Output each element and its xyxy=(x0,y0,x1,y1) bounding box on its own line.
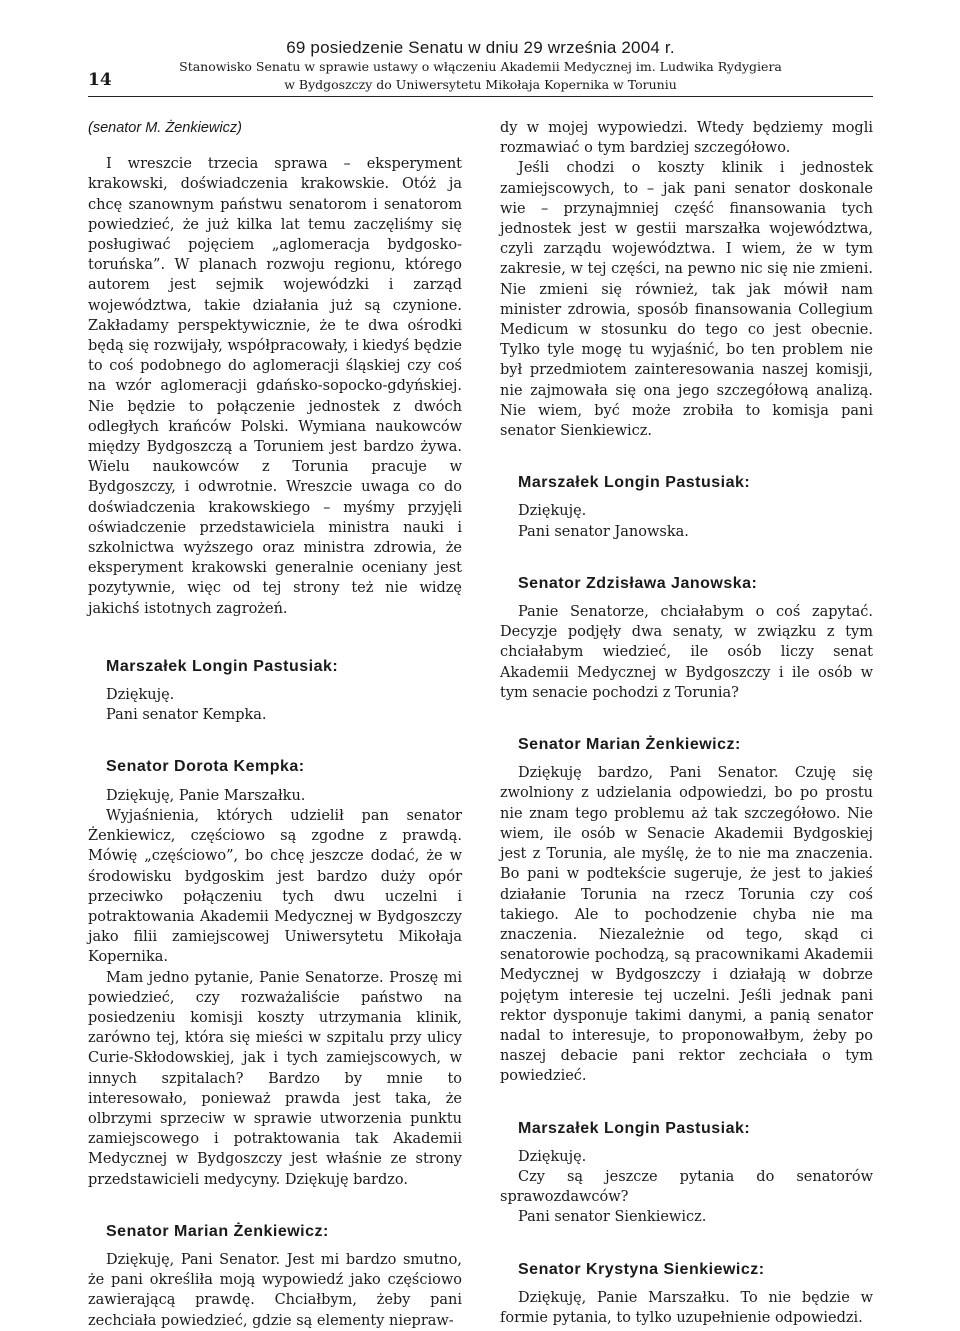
paragraph: Pani senator Sienkiewicz. xyxy=(518,1209,707,1226)
header-subtitle-line1: Stanowisko Senatu w sprawie ustawy o włączeniu Akademii Medycznej im. Ludwika Rydygiera xyxy=(179,59,782,74)
paragraph: Dziękuję, Panie Marszałku. To nie będzie w formie pytania, to tylko uzupełnienie odpowiedzi. xyxy=(500,1289,873,1326)
speaker-heading: Senator Dorota Kempka: xyxy=(106,758,305,776)
paragraph: Panie Senatorze, chciałabym o coś zapytać. Decyzje podjęły dwa senaty, w związku z tym chciałabym wiedzieć, ile osób liczy senat Akademii Medycznej w Bydgoszczy i ile osób w tym senacie pochodzi z Torunia? xyxy=(500,604,873,701)
speaker-heading: Marszałek Longin Pastusiak: xyxy=(106,657,339,675)
page-number: 14 xyxy=(88,70,112,90)
header-subtitle-line2: w Bydgoszczy do Uniwersytetu Mikołaja Kopernika w Toruniu xyxy=(284,77,677,92)
paragraph: Dziękuję. xyxy=(518,1148,587,1165)
paragraph: Dziękuję, Panie Marszałku. xyxy=(106,787,306,804)
speaker-heading: Senator Krystyna Sienkiewicz: xyxy=(518,1260,765,1278)
paragraph: Wyjaśnienia, których udzielił pan senator Żenkiewicz, częściowo są zgodne z prawdą. Mówię „częściowo”, bo chcę jeszcze dodać, że w środowisku bydgoskim jest bardzo duży opór przeciwko połączeniu tych dwu uczelni i potraktowania Akademii Medycznej w Bydgoszczy jako filii zamiejscowej Uniwersytetu Mikołaja Kopernika. xyxy=(88,807,462,966)
paragraph: Mam jedno pytanie, Panie Senatorze. Proszę mi powiedzieć, czy rozważaliście państwo na posiedzeniu komisji koszty utrzymania klinik, zarówno tej, która się mieści w szpitalu przy ulicy Curie-Skłodowskiej, jak i tych zamiejscowych, w innych szpitalach? Bardzo by mnie to interesowało, ponieważ prawda jest taka, że olbrzymi sprzeciw w sprawie utworzenia punktu zamiejscowego i potraktowania tak Akademii Medycznej w Bydgoszczy jest właśnie ze strony przedstawicieli medycyny. Dziękuję bardzo. xyxy=(88,969,462,1188)
paragraph: Dziękuję bardzo, Pani Senator. Czuję się zwolniony z udzielania odpowiedzi, bo po prostu nie znam tego problemu aż tak szczegółowo. Nie wiem, ile osób w Senacie Akademii Bydgoskiej jest z Torunia, ale myślę, że to nie ma znaczenia. Bo pani w podtekście sugeruje, że jest to jakieś działanie Torunia na rzecz Torunia czy coś takiego. Ale to pochodzenie chyba nie ma znaczenia. Niezależnie od tego, skąd ci senatorowie pochodzą, są pracownikami Akademii Medycznej w Bydgoszczy i działają w dobrze pojętym interesie tej uczelni. Jeśli jednak pani rektor dysponuje takimi danymi, a panią senator nadal to interesuje, to proponowałbym, żeby po naszej debacie pani rektor zechciała o tym powiedzieć. xyxy=(500,765,873,1085)
right-column xyxy=(500,118,873,1328)
speaker-heading: Senator Marian Żenkiewicz: xyxy=(106,1222,329,1240)
paragraph: I wreszcie trzecia sprawa – eksperyment krakowski, doświadczenia krakowskie. Otóż ja chcę szanownym państwu senatorom i senatorom powiedzieć, że już kilka lat temu zaczęliśmy się posługiwać pojęciem „aglomeracja bydgosko-toruńska”. W planach rozwoju regionu, którego autorem jest sejmik wojewódzki i zarząd województwa, takie działania już są czynione. Zakładamy perspektywicznie, że te dwa ośrodki będą się rozwijały, współpracowały, i kiedyś będzie to coś podobnego do aglomeracji śląskiej czy coś na wzór aglomeracji gdańsko-sopocko-gdyńskiej. Nie będzie to połączenie jednostek z dwóch odległych krańców Polski. Wymiana naukowców między Bydgoszczą a Toruniem jest bardzo żywa. Wielu naukowców z Torunia pracuje w Bydgoszczy, i odwrotnie. Wreszcie uwaga co do doświadczenia krakowskiego – myśmy przyjęli oświadczenie przedstawiciela ministra nauki i szkolnictwa wyższego oraz ministra zdrowia, że eksperyment krakowski generalnie oceniany jest pozytywnie, więc od tej strony też nie widzę jakichś istotnych zagrożeń. xyxy=(88,156,462,617)
speaker-heading: Senator Marian Żenkiewicz: xyxy=(518,736,741,754)
paragraph: Dziękuję. xyxy=(518,503,587,520)
header-title: 69 posiedzenie Senatu w dniu 29 września 2004 r. xyxy=(286,38,675,57)
paragraph: Jeśli chodzi o koszty klinik i jednostek zamiejscowych, to – jak pani senator doskonale wie – przynajmniej część finansowania tych jednostek jest w gestii marszałka województwa, czyli zarządu województwa. I wiem, że w tym zakresie, w tej części, na pewno nic się nie zmieni. Nie zmieni się również, tak jak mówił nam minister zdrowia, sposób finansowania Collegium Medicum w stosunku do tego co jest obecnie. Tylko tyle mogę tu wyjaśnić, bo ten problem nie był przedmiotem zainteresowania naszej komisji, nie zajmowała się ona jego szczegółową analizą. Nie wiem, być może zrobiła to komisja pani senator Sienkiewicz. xyxy=(500,160,873,440)
paragraph: Dziękuję. xyxy=(106,687,175,704)
paragraph: Czy są jeszcze pytania do senatorów sprawozdawców? xyxy=(500,1168,873,1206)
speaker-note: (senator M. Żenkiewicz) xyxy=(88,120,242,136)
speaker-heading: Marszałek Longin Pastusiak: xyxy=(518,474,751,492)
left-column xyxy=(88,118,462,1331)
page-header xyxy=(88,38,873,97)
speaker-heading: Marszałek Longin Pastusiak: xyxy=(518,1119,751,1137)
speaker-heading: Senator Zdzisława Janowska: xyxy=(518,574,758,592)
paragraph: Pani senator Janowska. xyxy=(518,523,689,540)
paragraph: Dziękuję, Pani Senator. Jest mi bardzo smutno, że pani określiła moją wypowiedź jako częściowo zawierającą prawdę. Chciałbym, żeby pani zechciała powiedzieć, gdzie są elementy niepraw- xyxy=(88,1251,462,1329)
paragraph: Pani senator Kempka. xyxy=(106,707,267,724)
paragraph: dy w mojej wypowiedzi. Wtedy będziemy mogli rozmawiać o tym bardziej szczegółowo. xyxy=(500,120,873,157)
